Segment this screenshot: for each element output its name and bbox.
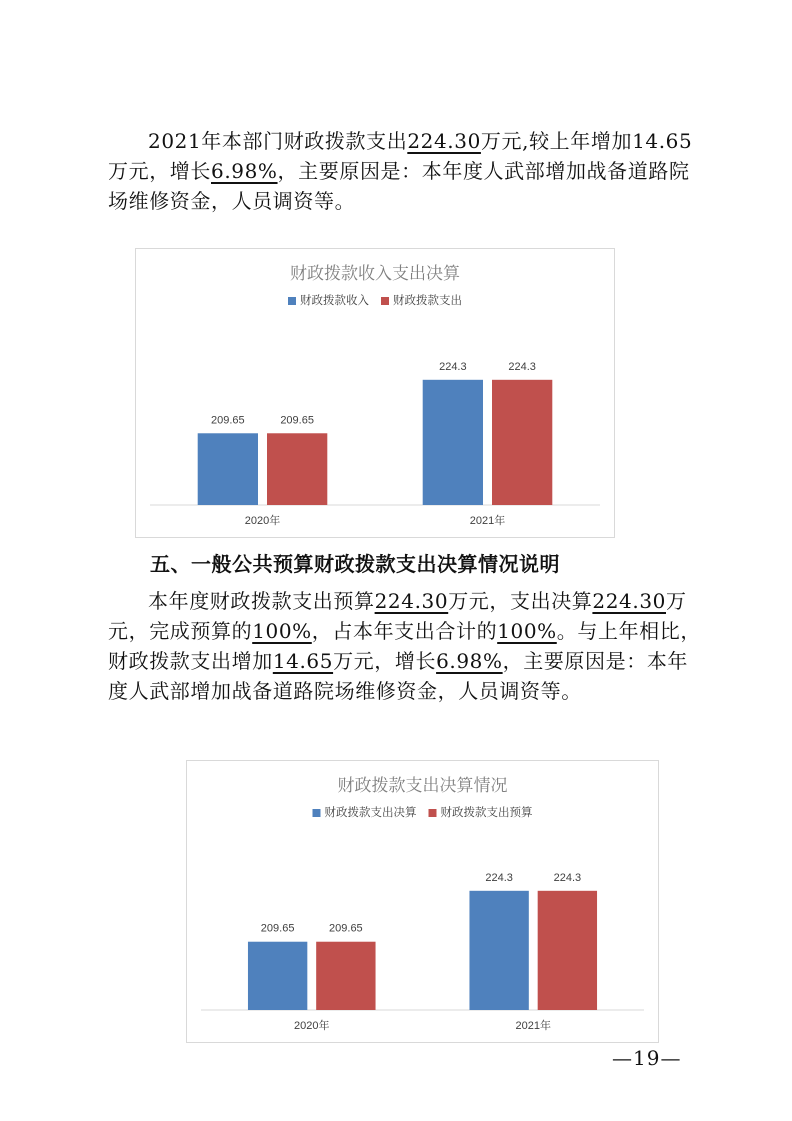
text-run: 万元，增长 — [333, 649, 437, 673]
text-run: ，占本年支出合计的 — [311, 619, 498, 643]
paragraph-1-line — [108, 156, 700, 186]
text-run: ，主要原因是：本年度人武部增加战备道路院 — [277, 159, 690, 183]
text-run: 万元，支出决算 — [448, 589, 593, 613]
chart-title: 财政拨款支出决算情况 — [337, 776, 508, 795]
page-number: —19— — [612, 1046, 682, 1070]
bar — [316, 942, 375, 1010]
underlined-figure: 224.30 — [407, 129, 481, 153]
x-tick-label: 2021年 — [469, 515, 506, 527]
data-label: 209.65 — [260, 922, 295, 935]
underlined-figure: 100% — [497, 619, 557, 643]
legend-swatch — [381, 297, 389, 305]
paragraph-2 — [108, 586, 700, 706]
legend-swatch — [313, 809, 321, 817]
underlined-figure: 100% — [252, 619, 312, 643]
data-label: 209.65 — [329, 922, 363, 935]
x-tick-label: 2020年 — [294, 1020, 330, 1032]
data-label: 224.3 — [439, 360, 467, 373]
underlined-figure: 6.98% — [211, 159, 278, 183]
bar — [248, 942, 307, 1010]
chart-2-container — [186, 760, 659, 1043]
x-tick-label: 2020年 — [244, 515, 281, 527]
paragraph-2-line — [108, 646, 700, 676]
bar — [267, 433, 327, 505]
text-run: 2021年本部门财政拨款支出 — [148, 129, 408, 153]
data-label: 224.3 — [485, 871, 513, 884]
text-run: 万 — [666, 589, 687, 613]
chart-title: 财政拨款收入支出决算 — [290, 264, 460, 283]
legend-label: 财政拨款支出 — [393, 295, 462, 307]
legend-label: 财政拨款支出预算 — [440, 807, 533, 819]
section-heading: 五、一般公共预算财政拨款支出决算情况说明 — [150, 552, 560, 576]
text-run: 。与上年相比， — [556, 619, 701, 643]
data-label: 224.3 — [553, 871, 582, 884]
text-run: 财政拨款支出增加 — [108, 649, 273, 673]
bar — [538, 891, 597, 1010]
text-run: ，主要原因是：本年 — [502, 649, 689, 673]
legend-label: 财政拨款支出决算 — [324, 807, 417, 819]
data-label: 224.3 — [508, 360, 536, 373]
x-tick-label: 2021年 — [515, 1020, 551, 1032]
paragraph-2-line — [108, 616, 700, 646]
legend-label: 财政拨款收入 — [300, 295, 369, 307]
data-label: 209.65 — [280, 414, 314, 427]
bar — [198, 433, 258, 505]
paragraph-1-line — [108, 126, 700, 156]
data-label: 209.65 — [211, 414, 245, 427]
bar — [492, 380, 552, 505]
chart-1-container — [135, 248, 615, 538]
underlined-figure: 6.98% — [436, 649, 503, 673]
paragraph-2-line — [108, 676, 700, 706]
text-run: 万元，增长 — [108, 159, 211, 183]
underlined-figure: 224.30 — [374, 589, 449, 613]
underlined-figure: 14.65 — [272, 649, 334, 673]
legend-swatch — [288, 297, 296, 305]
bar — [469, 891, 528, 1010]
legend-swatch — [429, 809, 437, 817]
text-run: 度人武部增加战备道路院场维修资金，人员调资等。 — [108, 679, 582, 703]
text-run: 场维修资金，人员调资等。 — [108, 189, 356, 213]
paragraph-2-line — [108, 586, 700, 616]
text-run: 元，完成预算的 — [108, 619, 253, 643]
text-run: 本年度财政拨款支出预算 — [148, 589, 375, 613]
paragraph-1-line — [108, 186, 700, 216]
chart-1-svg — [136, 249, 614, 537]
paragraph-1 — [108, 126, 700, 216]
text-run: 万元,较上年增加14.65 — [480, 129, 693, 153]
bar — [423, 380, 483, 505]
chart-2-svg — [187, 761, 658, 1042]
underlined-figure: 224.30 — [592, 589, 666, 613]
